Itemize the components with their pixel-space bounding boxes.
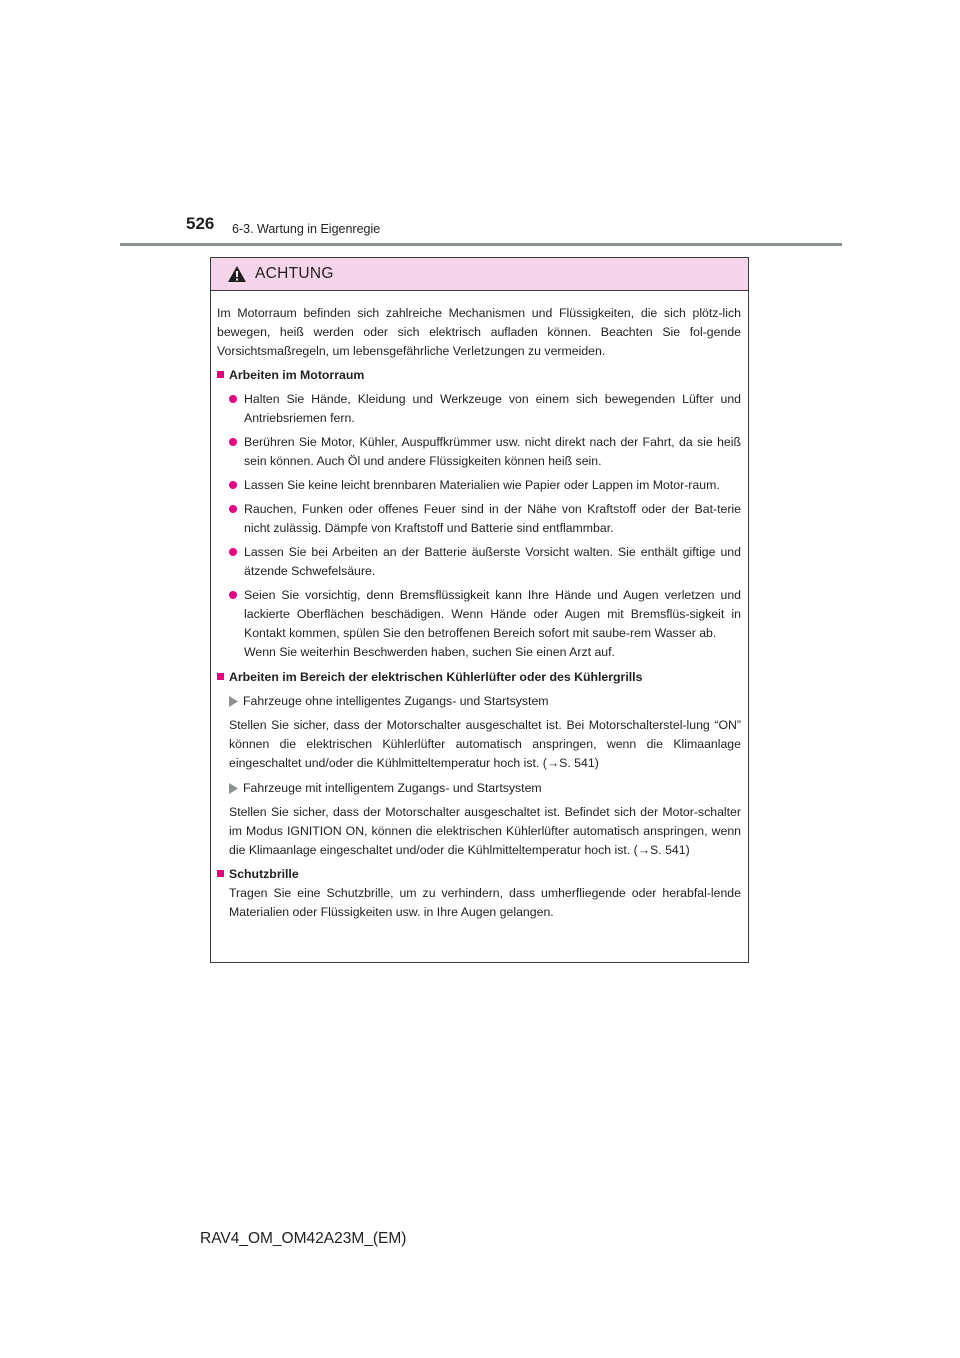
warning-triangle-icon	[227, 265, 247, 283]
square-bullet-icon	[217, 371, 224, 378]
dot-bullet-icon	[229, 481, 237, 489]
variant-label-text: Fahrzeuge mit intelligentem Zugangs- und Startsystem	[243, 781, 542, 795]
list-item	[229, 476, 741, 495]
schutzbrille-text: Tragen Sie eine Schutzbrille, um zu verhindern, dass umherfliegende oder herabfal-lende Materialien oder Flüssigkeiten usw. in Ihre Augen gelangen.	[229, 886, 741, 919]
dot-bullet-icon	[229, 591, 237, 599]
list-item	[229, 586, 741, 662]
list-item-text: Halten Sie Hände, Kleidung und Werkzeuge von einem sich bewegenden Lüfter und Antriebsriemen fern.	[244, 392, 741, 425]
square-bullet-icon	[217, 870, 224, 877]
section-title: 6-3. Wartung in Eigenregie	[232, 222, 381, 236]
variant-label-1	[229, 692, 741, 711]
header-rule	[120, 243, 842, 246]
warning-intro: Im Motorraum befinden sich zahlreiche Mechanismen und Flüssigkeiten, die sich plötz-lich bewegen, heiß werden oder sich elektrisch aufladen können. Beachten Sie fol-gende Vorsichtsmaßregeln, um lebensgefährliche Verletzungen zu vermeiden.	[217, 306, 741, 358]
section-heading-schutzbrille	[217, 865, 741, 884]
warning-title: ACHTUNG	[255, 265, 334, 282]
triangle-arrow-icon	[229, 696, 238, 707]
footer-code: RAV4_OM_OM42A23M_(EM)	[200, 1230, 407, 1247]
warning-body	[211, 291, 748, 922]
warning-box	[210, 257, 749, 963]
list-item	[229, 500, 741, 538]
heading-text: Arbeiten im Motorraum	[229, 368, 365, 382]
square-bullet-icon	[217, 673, 224, 680]
page-number: 526	[186, 214, 215, 233]
variant-text-1: Stellen Sie sicher, dass der Motorschalter ausgeschaltet ist. Bei Motorschalterstel-lung “ON” können die elektrischen Kühlerlüfter automatisch anspringen, wenn die Klimaanlage eingeschaltet und/oder die Kühlmitteltemperatur hoch ist. (→S. 541)	[229, 718, 741, 770]
section-heading-motorraum	[217, 366, 741, 385]
heading-text: Schutzbrille	[229, 867, 299, 881]
list-item	[229, 390, 741, 428]
dot-bullet-icon	[229, 438, 237, 446]
list-item-text: Rauchen, Funken oder offenes Feuer sind in der Nähe von Kraftstoff oder der Bat-terie nicht zulässig. Dämpfe von Kraftstoff und Batterie sind entflammbar.	[244, 502, 741, 535]
list-item-text: Berühren Sie Motor, Kühler, Auspuffkrümmer usw. nicht direkt nach der Fahrt, da sie heiß sein können. Auch Öl und andere Flüssigkeiten können heiß sein.	[244, 435, 741, 468]
triangle-arrow-icon	[229, 783, 238, 794]
section-heading-kuehler	[217, 668, 741, 687]
list-item	[229, 433, 741, 471]
list-item-text: Lassen Sie keine leicht brennbaren Materialien wie Papier oder Lappen im Motor-raum.	[244, 478, 720, 492]
warning-header	[211, 258, 748, 291]
list-item-text: Seien Sie vorsichtig, denn Bremsflüssigkeit kann Ihre Hände und Augen verletzen und lackierte Oberflächen beschädigen. Wenn Hände oder Augen mit Bremsflüs-sigkeit in Kontakt kommen, spülen Sie den betroffenen Bereich sofort mit saube-rem Wasser ab. Wenn Sie weiterhin Beschwerden haben, suchen Sie einen Arzt auf.	[244, 588, 741, 659]
variant-label-2	[229, 779, 741, 798]
variant-label-text: Fahrzeuge ohne intelligentes Zugangs- und Startsystem	[243, 694, 549, 708]
dot-bullet-icon	[229, 505, 237, 513]
variant-text-2: Stellen Sie sicher, dass der Motorschalter ausgeschaltet ist. Befindet sich der Motor-schalter im Modus IGNITION ON, können die elektrischen Kühlerlüfter automatisch anspringen, wenn die Klimaanlage eingeschaltet und/oder die Kühlmitteltemperatur hoch ist. (→S. 541)	[229, 805, 741, 857]
list-item	[229, 543, 741, 581]
heading-text: Arbeiten im Bereich der elektrischen Kühlerlüfter oder des Kühlergrills	[229, 670, 643, 684]
dot-bullet-icon	[229, 548, 237, 556]
dot-bullet-icon	[229, 395, 237, 403]
list-item-text: Lassen Sie bei Arbeiten an der Batterie äußerste Vorsicht walten. Sie enthält giftige und ätzende Schwefelsäure.	[244, 545, 741, 578]
